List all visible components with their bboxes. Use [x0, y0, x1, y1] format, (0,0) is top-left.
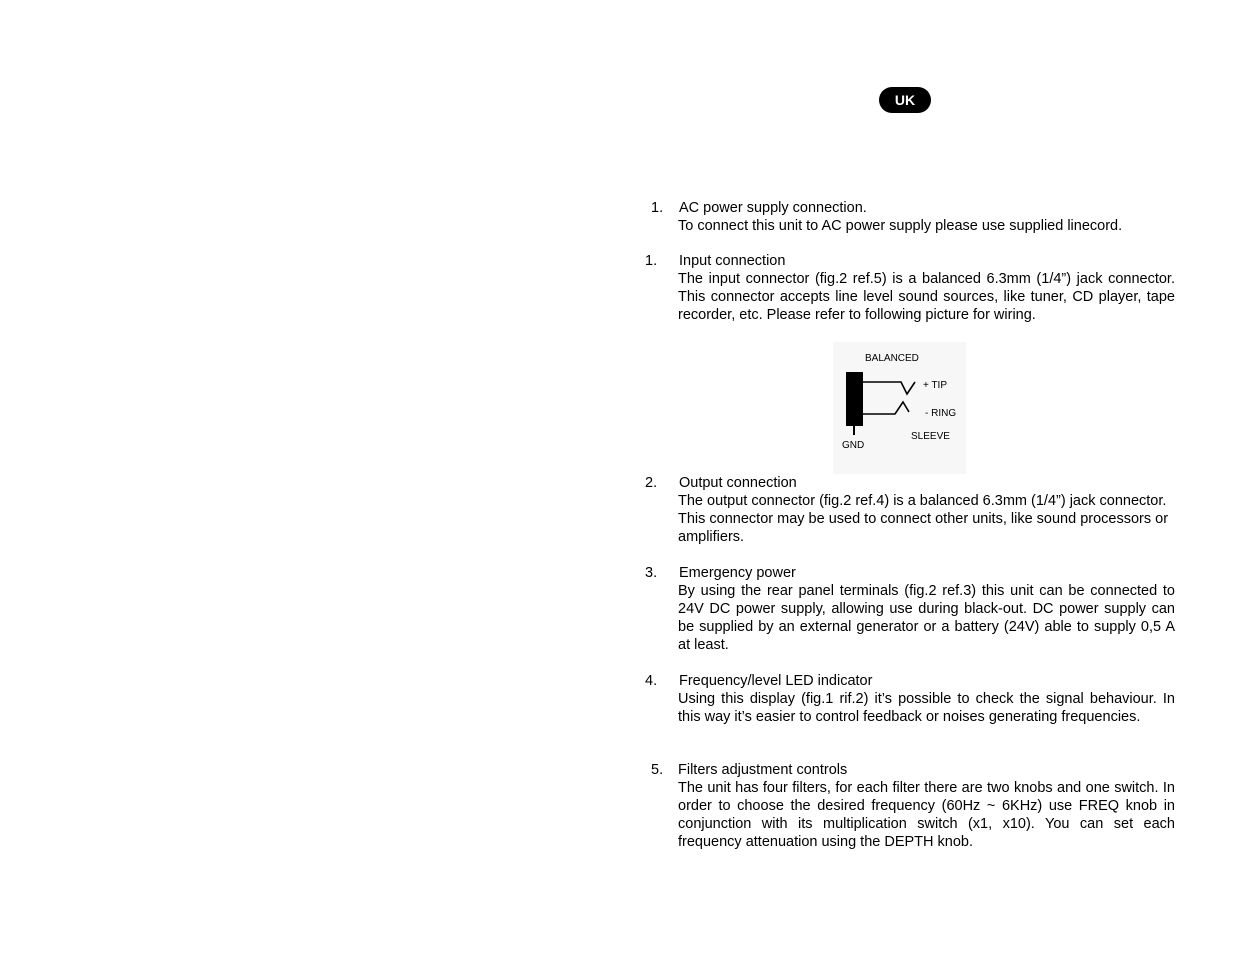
section-number: 1. [645, 253, 658, 269]
section-emergency-power [640, 564, 1175, 654]
section-output-connection [640, 474, 1175, 546]
section-number: 2. [645, 475, 658, 491]
section-title: Filters adjustment controls [678, 762, 848, 778]
tip-label: + TIP [923, 380, 947, 391]
section-title: AC power supply connection. [679, 200, 867, 216]
section-body: Using this display (fig.1 rif.2) it’s possible to check the signal behaviour. In this way it’s easier to control feedback or noises generating frequencies. [678, 691, 1175, 725]
section-body: To connect this unit to AC power supply please use supplied linecord. [678, 218, 1123, 234]
jack-body [846, 372, 863, 426]
section-body: By using the rear panel terminals (fig.2 ref.3) this unit can be connected to 24V DC power supply, allowing use during black-out. DC power supply can be supplied by an external generator or a battery (24V) able to supply 0,5 A at least. [678, 583, 1175, 653]
section-ac-power [640, 199, 1175, 235]
section-title: Frequency/level LED indicator [679, 673, 873, 689]
section-body: The input connector (fig.2 ref.5) is a balanced 6.3mm (1/4”) jack connector. This connector accepts line level sound sources, like tuner, CD player, tape recorder, etc. Please refer to following picture for wiring. [678, 271, 1175, 323]
sleeve-label: SLEEVE [911, 431, 950, 442]
section-title: Input connection [679, 253, 786, 269]
section-filters-controls [640, 761, 1175, 851]
section-title: Emergency power [679, 565, 796, 581]
section-number: 4. [645, 673, 658, 689]
section-number: 5. [651, 762, 664, 778]
balanced-jack-wiring-diagram [833, 342, 966, 474]
ring-label: - RING [925, 408, 957, 419]
section-number: 1. [651, 200, 664, 216]
section-led-indicator [640, 672, 1175, 726]
section-input-connection [640, 252, 1175, 324]
gnd-label: GND [842, 440, 865, 451]
section-number: 3. [645, 565, 658, 581]
section-body: The output connector (fig.2 ref.4) is a balanced 6.3mm (1/4”) jack connector. This connector may be used to connect other units, like sound processors or amplifiers. [678, 493, 1169, 545]
diagram-title: BALANCED [865, 353, 919, 364]
section-body: The unit has four filters, for each filter there are two knobs and one switch. In order to choose the desired frequency (60Hz ~ 6KHz) use FREQ knob in conjunction with its multiplication switch (x1, x10). You can set each frequency attenuation using the DEPTH knob. [678, 780, 1175, 850]
language-badge: UK [879, 87, 931, 113]
section-title: Output connection [679, 475, 797, 491]
